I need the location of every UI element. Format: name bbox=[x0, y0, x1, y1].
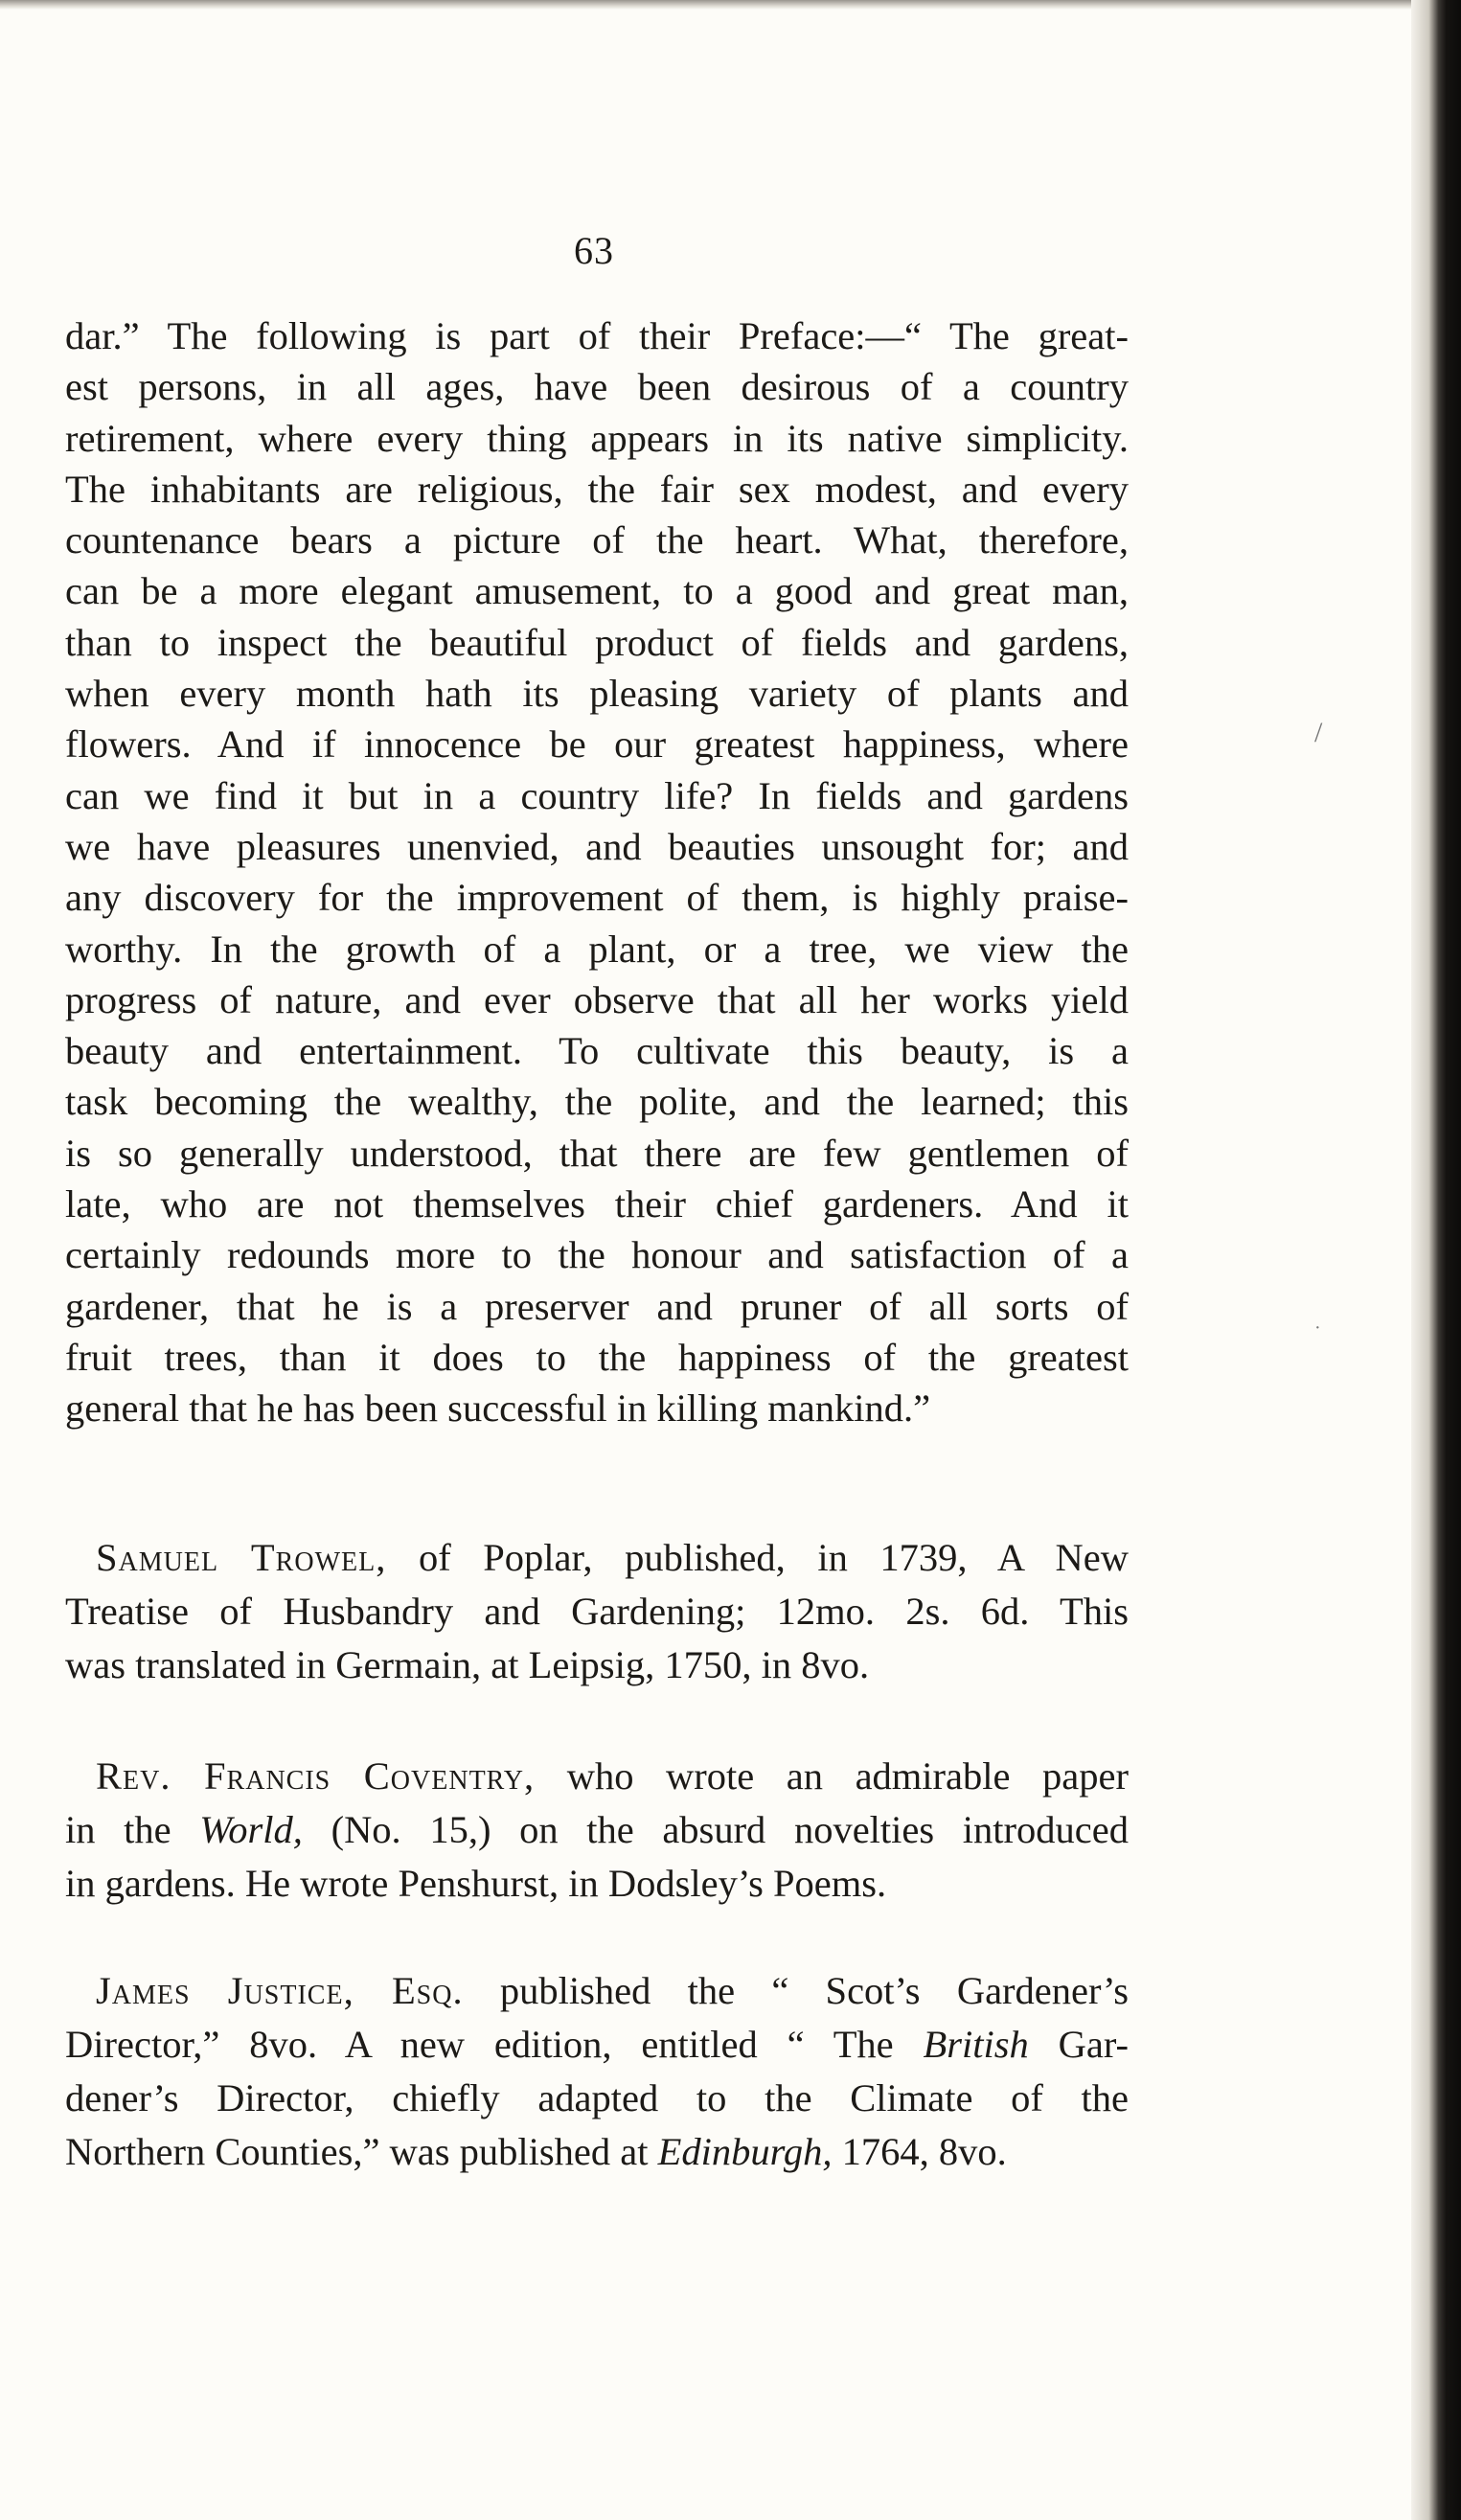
stray-mark: / bbox=[1314, 717, 1323, 748]
text-line: is so generally understood, that there are few gentlemen of bbox=[65, 1131, 1129, 1175]
entry-line bbox=[65, 2125, 1129, 2179]
page-number: 63 bbox=[574, 229, 614, 272]
text-line: than to inspect the beautiful product of fields and gardens, bbox=[65, 620, 1129, 664]
entry-line: in gardens. He wrote Penshurst, in Dodsley’s Poems. bbox=[65, 1862, 887, 1905]
author-name: James Justice, Esq. bbox=[96, 1969, 464, 2012]
italic-title: World, bbox=[199, 1808, 303, 1851]
text-line: gardener, that he is a preserver and pruner of all sorts of bbox=[65, 1284, 1129, 1328]
page-binding-edge bbox=[1411, 0, 1461, 2520]
text-line: task becoming the wealthy, the polite, and the learned; this bbox=[65, 1080, 1129, 1124]
text-line: general that he has been successful in killing mankind.” bbox=[65, 1386, 931, 1431]
text-line: worthy. In the growth of a plant, or a tree, we view the bbox=[65, 927, 1129, 971]
text-line: any discovery for the improvement of them, is highly praise- bbox=[65, 876, 1129, 920]
entry-justice bbox=[65, 1964, 1129, 2179]
stray-mark: · bbox=[1314, 1317, 1321, 1339]
italic-place: Edinburgh, bbox=[657, 2130, 833, 2173]
entry-line: was translated in Germain, at Leipsig, 1750, in 8vo. bbox=[65, 1643, 870, 1686]
entry-text: Northern Counties,” was published at bbox=[65, 2130, 658, 2173]
entry-line bbox=[65, 1531, 1129, 1585]
entry-trowel bbox=[65, 1531, 1129, 1692]
entry-line: Treatise of Husbandry and Gardening; 12mo. 2s. 6d. This bbox=[65, 1590, 1129, 1633]
entry-text: in the bbox=[65, 1808, 200, 1851]
text-line: late, who are not themselves their chief gardeners. And it bbox=[65, 1182, 1129, 1226]
entry-text: 1764, 8vo. bbox=[832, 2130, 1007, 2173]
entry-line bbox=[65, 2018, 1129, 2072]
text-line: progress of nature, and ever observe that all her works yield bbox=[65, 977, 1129, 1021]
entry-text: (No. 15,) on the absurd novelties introduced bbox=[302, 1808, 1129, 1851]
entry-text: published the “ Scot’s Gardener’s bbox=[463, 1969, 1129, 2012]
entry-text: of Poplar, published, in 1739, A New bbox=[386, 1536, 1129, 1579]
entry-line: dener’s Director, chiefly adapted to the Climate of the bbox=[65, 2076, 1129, 2119]
text-line: certainly redounds more to the honour and satisfaction of a bbox=[65, 1233, 1129, 1277]
text-line: dar.” The following is part of their Preface:—“ The great- bbox=[65, 314, 1129, 357]
text-line: retirement, where every thing appears in its native simplicity. bbox=[65, 416, 1129, 460]
page-top-edge bbox=[0, 0, 1461, 10]
text-line: when every month hath its pleasing variety of plants and bbox=[65, 672, 1129, 716]
text-line: flowers. And if innocence be our greatest happiness, where bbox=[65, 722, 1129, 767]
author-name: Samuel Trowel, bbox=[96, 1536, 387, 1579]
entry-text: Gar- bbox=[1028, 2023, 1130, 2066]
entry-text: Director,” 8vo. A new edition, entitled “ The bbox=[65, 2023, 924, 2066]
text-line: can we find it but in a country life? In fields and gardens bbox=[65, 773, 1129, 817]
entry-coventry bbox=[65, 1750, 1129, 1911]
entry-line bbox=[65, 1750, 1129, 1803]
text-line: The inhabitants are religious, the fair sex modest, and every bbox=[65, 467, 1129, 511]
italic-title: British bbox=[923, 2023, 1029, 2066]
author-name: Rev. Francis Coventry, bbox=[96, 1754, 536, 1798]
text-line: beauty and entertainment. To cultivate this beauty, is a bbox=[65, 1029, 1129, 1073]
preface-passage bbox=[65, 310, 1129, 1434]
entry-line bbox=[65, 1803, 1129, 1857]
text-line: est persons, in all ages, have been desirous of a country bbox=[65, 365, 1129, 409]
text-line: countenance bears a picture of the heart. What, therefore, bbox=[65, 518, 1129, 562]
entry-text: who wrote an admirable paper bbox=[535, 1754, 1129, 1798]
text-line: we have pleasures unenvied, and beauties unsought for; and bbox=[65, 824, 1129, 868]
text-line: can be a more elegant amusement, to a good and great man, bbox=[65, 569, 1129, 613]
entry-line bbox=[65, 1964, 1129, 2018]
text-line: fruit trees, than it does to the happiness of the greatest bbox=[65, 1335, 1129, 1379]
